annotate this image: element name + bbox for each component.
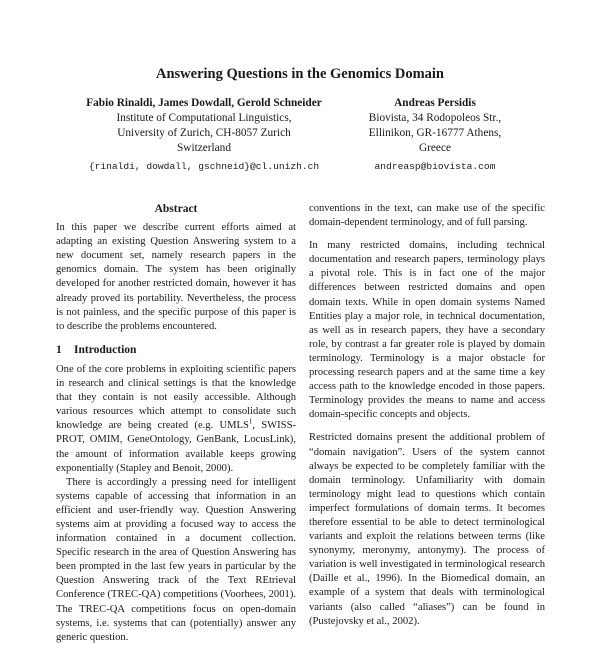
abstract-text: In this paper we describe current efforts aimed at adapting an existing Question Answering system to a new document set, namely research papers in the genomics domain. The system has been originally developed for another restricted domain, however it has already proved its portability. Nevertheless, the process is not painless, and the specific purpose of this paper is to describe the problems encountered. [56,222,296,332]
section-heading-introduction [56,343,296,357]
footnote-marker: 1 [248,417,253,426]
affiliation-line: Greece [419,142,451,154]
author-names: Andreas Persidis [394,97,476,109]
author-block-biovista [330,96,540,174]
left-column [56,202,296,645]
abstract-heading: Abstract [154,203,198,215]
right-paragraph-1: In many restricted domains, including technical documentation and research papers, terminology plays a pivotal role. This is in fact one of the major differences between restricted domains and open domain texts. While in open domain systems Named Entities play a major role, in technical documentation, as well as in research papers, they have a secondary role, by contrast a far greater role is played by domain terminology. Terminology is a major obstacle for processing research papers and at the same time a key access path to the knowledge encoded in those papers. Terminology provides the means to name and access domain-specific concepts and objects. [309,240,545,421]
author-block-zurich [60,96,348,174]
author-names: Fabio Rinaldi, James Dowdall, Gerold Schneider [86,97,322,109]
affiliation-line: University of Zurich, CH-8057 Zurich [117,127,291,139]
affiliation-line: Institute of Computational Linguistics, [116,112,292,124]
author-email: andreasp@biovista.com [374,161,496,172]
intro-paragraph-2: There is accordingly a pressing need for intelligent systems capable of accessing that information in an efficient and user-friendly way. Question Answering systems aim at providing a focused way to access the information contained in a document collection. Specific research in the area of Question Answering has been prompted in the last few years in particular by the Question Answering track of the Text REtrieval Conference (TREC-QA) competitions (Voorhees, 2001). The TREC-QA competitions focus on open-domain systems, i.e. systems that can (potentially) answer any generic question. [56,476,296,643]
affiliation-line: Switzerland [177,142,231,154]
intro-paragraph-1 [56,363,296,476]
intro-text: , SWISS-PROT, OMIM, GeneOntology, GenBank, LocusLink), the amount of information available keeps growing exponentially (Stapley and Benoit, 2000). [56,420,296,474]
section-title: Introduction [74,343,137,356]
right-column [309,202,545,629]
section-number: 1 [56,343,62,356]
right-paragraph-2: Restricted domains present the additional problem of “domain navigation”. Users of the system cannot always be expected to be completely familiar with the domain terminology. Unfamiliarity with domain terminology might lead to questions which contain imperfect formulations of domain terms. It becomes therefore essential to be able to detect terminological variants and exploit the relations between terms (like synonymy, meronymy, antonymy). The process of variation is well investigated in terminological research (Daille et al., 1996). In the Biomedical domain, an example of a system that deals with terminological variants (also called “aliases”) can be found in (Pustejovsky et al., 2002). [309,432,545,627]
intro-text: One of the core problems in exploiting scientific papers in research and clinical settings is that the knowledge that they contain is not easily accessible. Although various resources which attempt to consolidate such knowledge are being created (e.g. UMLS [56,363,296,432]
affiliation-line: Ellinikon, GR-16777 Athens, [368,127,502,139]
author-email: {rinaldi, dowdall, gschneid}@cl.unizh.ch [88,161,320,172]
paper-title: Answering Questions in the Genomics Domain [155,66,444,82]
right-paragraph-0: conventions in the text, can make use of the specific domain-dependent terminology, and of full parsing. [309,203,545,229]
affiliation-line: Biovista, 34 Rodopoleos Str., [368,112,502,124]
